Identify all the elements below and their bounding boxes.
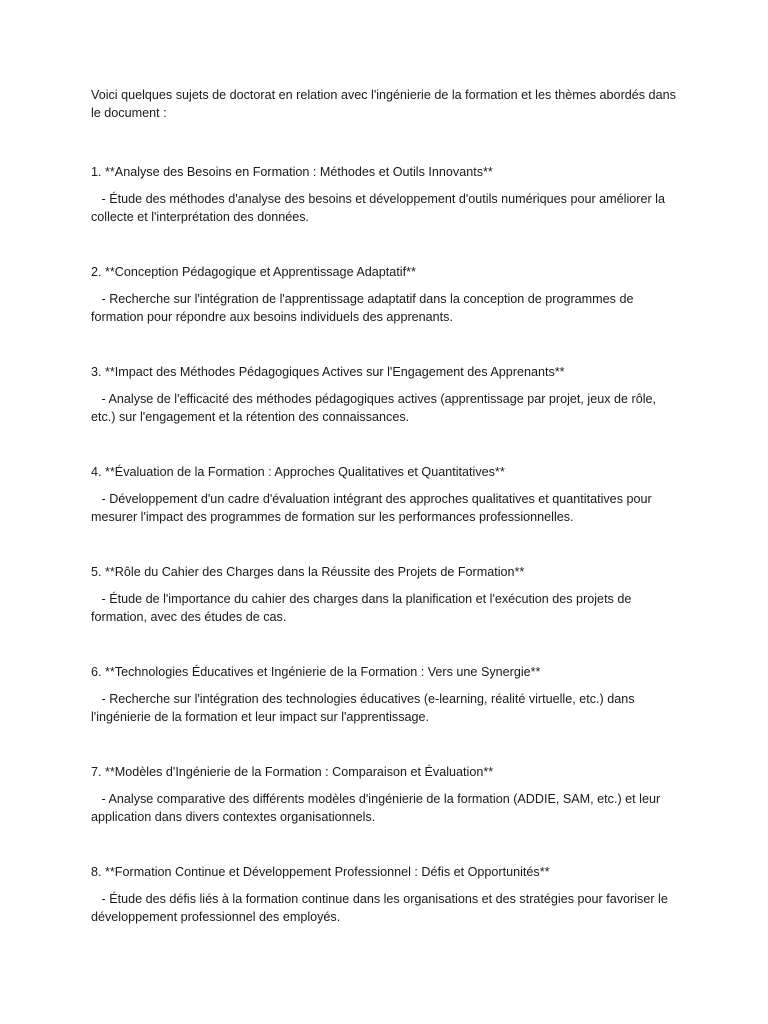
topic-item <box>91 463 681 526</box>
topic-description: - Analyse comparative des différents modèles d'ingénierie de la formation (ADDIE, SAM, etc.) et leur application dans divers contextes organisationnels. <box>91 792 664 824</box>
topic-title: 1. **Analyse des Besoins en Formation : Méthodes et Outils Innovants** <box>91 165 493 179</box>
topic-description: - Développement d'un cadre d'évaluation intégrant des approches qualitatives et quantitatives pour mesurer l'impact des programmes de formation sur les performances professionnelles. <box>91 492 656 524</box>
topic-description: - Étude de l'importance du cahier des charges dans la planification et l'exécution des projets de formation, avec des études de cas. <box>91 592 635 624</box>
topic-description: - Recherche sur l'intégration des technologies éducatives (e-learning, réalité virtuelle, etc.) dans l'ingénierie de la formation et leur impact sur l'apprentissage. <box>91 692 639 724</box>
topic-description: - Analyse de l'efficacité des méthodes pédagogiques actives (apprentissage par projet, jeux de rôle, etc.) sur l'engagement et la rétention des connaissances. <box>91 392 660 424</box>
topic-title: 4. **Évaluation de la Formation : Approches Qualitatives et Quantitatives** <box>91 465 505 479</box>
topic-title: 5. **Rôle du Cahier des Charges dans la Réussite des Projets de Formation** <box>91 565 525 579</box>
topic-description: - Recherche sur l'intégration de l'apprentissage adaptatif dans la conception de programmes de formation pour répondre aux besoins individuels des apprenants. <box>91 292 637 324</box>
topic-item <box>91 763 681 826</box>
topic-title: 6. **Technologies Éducatives et Ingénierie de la Formation : Vers une Synergie** <box>91 665 541 679</box>
intro-paragraph: Voici quelques sujets de doctorat en relation avec l'ingénierie de la formation et les thèmes abordés dans le document : <box>91 88 676 120</box>
topic-title: 2. **Conception Pédagogique et Apprentissage Adaptatif** <box>91 265 416 279</box>
topic-item <box>91 863 681 926</box>
topic-item <box>91 563 681 626</box>
topic-title: 7. **Modèles d'Ingénierie de la Formation : Comparaison et Évaluation** <box>91 765 494 779</box>
topic-description: - Étude des méthodes d'analyse des besoins et développement d'outils numériques pour améliorer la collecte et l'interprétation des données. <box>91 192 669 224</box>
topic-item <box>91 663 681 726</box>
topic-description: - Étude des défis liés à la formation continue dans les organisations et des stratégies pour favoriser le développement professionnel des employés. <box>91 892 672 924</box>
topic-title: 8. **Formation Continue et Développement Professionnel : Défis et Opportunités** <box>91 865 550 879</box>
topic-item <box>91 363 681 426</box>
topic-item <box>91 163 681 226</box>
topic-title: 3. **Impact des Méthodes Pédagogiques Actives sur l'Engagement des Apprenants** <box>91 365 565 379</box>
topic-item <box>91 263 681 326</box>
document-page <box>91 86 681 963</box>
